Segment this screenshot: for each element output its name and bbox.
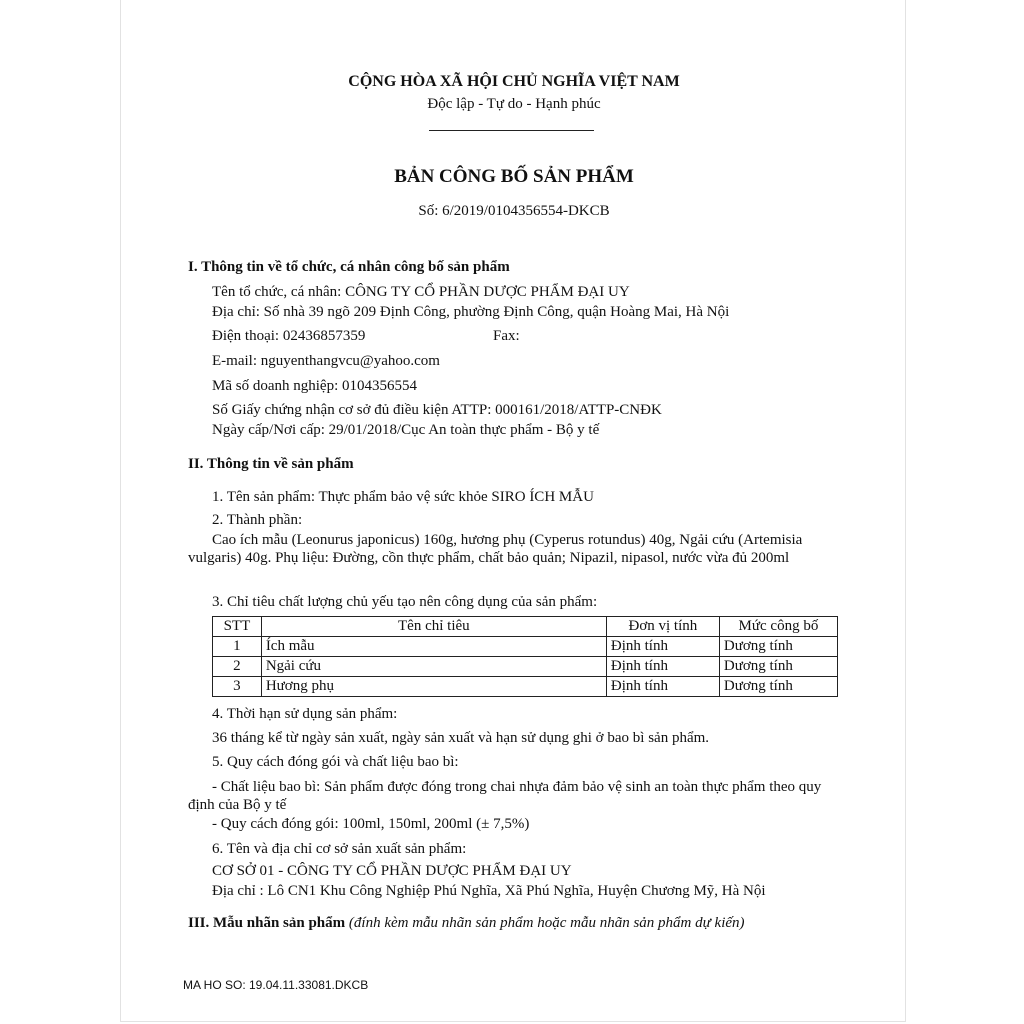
packaging-material: - Chất liệu bao bì: Sản phẩm được đóng trong chai nhựa đảm bảo vệ sinh an toàn thực phẩm theo quy định của Bộ y tế [188, 779, 822, 813]
document-page [120, 0, 906, 1022]
quality-table [212, 616, 838, 697]
certificate-issue: Ngày cấp/Nơi cấp: 29/01/2018/Cục An toàn thực phẩm - Bộ y tế [212, 422, 600, 438]
food-safety-certificate: Số Giấy chứng nhận cơ sở đủ điều kiện ATTP: 000161/2018/ATTP-CNĐK [212, 402, 662, 418]
org-phone: Điện thoại: 02436857359 [212, 328, 366, 344]
quality-indicators-label: 3. Chỉ tiêu chất lượng chủ yếu tạo nên công dụng của sản phẩm: [212, 594, 598, 610]
facility-label: 6. Tên và địa chỉ cơ sở sản xuất sản phẩm: [212, 841, 467, 857]
composition-label: 2. Thành phần: [212, 512, 303, 528]
table-cell: Định tính [606, 637, 719, 657]
document-number: Số: 6/2019/0104356554-DKCB [418, 203, 610, 219]
table-cell: 1 [213, 637, 262, 657]
table-header-stt: STT [213, 617, 262, 637]
packaging-spec: - Quy cách đóng gói: 100ml, 150ml, 200ml (± 7,5%) [212, 816, 530, 832]
national-motto: Độc lập - Tự do - Hạnh phúc [427, 96, 601, 112]
table-header-name: Tên chỉ tiêu [261, 617, 606, 637]
table-row [213, 677, 838, 697]
table-cell: Hương phụ [261, 677, 606, 697]
table-cell: Định tính [606, 677, 719, 697]
table-cell: Định tính [606, 657, 719, 677]
section-3-heading: III. Mẫu nhãn sản phẩm (đính kèm mẫu nhãn sản phẩm hoặc mẫu nhãn sản phẩm dự kiến) [188, 915, 745, 931]
product-name: 1. Tên sản phẩm: Thực phẩm bảo vệ sức khỏe SIRO ÍCH MẪU [212, 489, 594, 505]
packaging-label: 5. Quy cách đóng gói và chất liệu bao bì: [212, 754, 459, 770]
shelf-life-text: 36 tháng kể từ ngày sản xuất, ngày sản xuất và hạn sử dụng ghi ở bao bì sản phẩm. [212, 730, 710, 746]
table-row [213, 637, 838, 657]
national-title: CỘNG HÒA XÃ HỘI CHỦ NGHĨA VIỆT NAM [348, 73, 680, 90]
table-cell: Ngải cứu [261, 657, 606, 677]
table-cell: Dương tính [719, 677, 837, 697]
table-cell: 3 [213, 677, 262, 697]
org-name: Tên tổ chức, cá nhân: CÔNG TY CỔ PHẦN DƯỢC PHẨM ĐẠI UY [212, 284, 630, 300]
section-1-heading: I. Thông tin về tổ chức, cá nhân công bố sản phẩm [188, 259, 510, 275]
section-3-note: (đính kèm mẫu nhãn sản phẩm hoặc mẫu nhãn sản phẩm dự kiến) [348, 915, 745, 931]
org-email: E-mail: nguyenthangvcu@yahoo.com [212, 353, 440, 369]
dossier-code: MA HO SO: 19.04.11.33081.DKCB [183, 978, 369, 992]
org-fax: Fax: [493, 328, 520, 344]
motto-underline [429, 130, 594, 131]
table-cell: Dương tính [719, 657, 837, 677]
table-header-unit: Đơn vị tính [606, 617, 719, 637]
facility-name: CƠ SỞ 01 - CÔNG TY CỔ PHẦN DƯỢC PHẨM ĐẠI UY [212, 863, 572, 879]
business-code: Mã số doanh nghiệp: 0104356554 [212, 378, 417, 394]
table-header-row [213, 617, 838, 637]
composition-text: Cao ích mẫu (Leonurus japonicus) 160g, hương phụ (Cyperus rotundus) 40g, Ngải cứu (Artemisia vulgaris) 40g. Phụ liệu: Đường, cồn thực phẩm, chất bảo quản; Nipazil, nipasol, nước vừa đủ 200ml [188, 532, 803, 566]
shelf-life-label: 4. Thời hạn sử dụng sản phẩm: [212, 706, 398, 722]
table-cell: Ích mẫu [261, 637, 606, 657]
table-row [213, 657, 838, 677]
document-title: BẢN CÔNG BỐ SẢN PHẨM [394, 166, 634, 187]
table-header-level: Mức công bố [719, 617, 837, 637]
section-2-heading: II. Thông tin về sản phẩm [188, 456, 354, 472]
facility-address: Địa chỉ : Lô CN1 Khu Công Nghiệp Phú Nghĩa, Xã Phú Nghĩa, Huyện Chương Mỹ, Hà Nội [212, 883, 766, 899]
table-cell: 2 [213, 657, 262, 677]
table-cell: Dương tính [719, 637, 837, 657]
org-address: Địa chỉ: Số nhà 39 ngõ 209 Định Công, phường Định Công, quận Hoàng Mai, Hà Nội [212, 304, 730, 320]
